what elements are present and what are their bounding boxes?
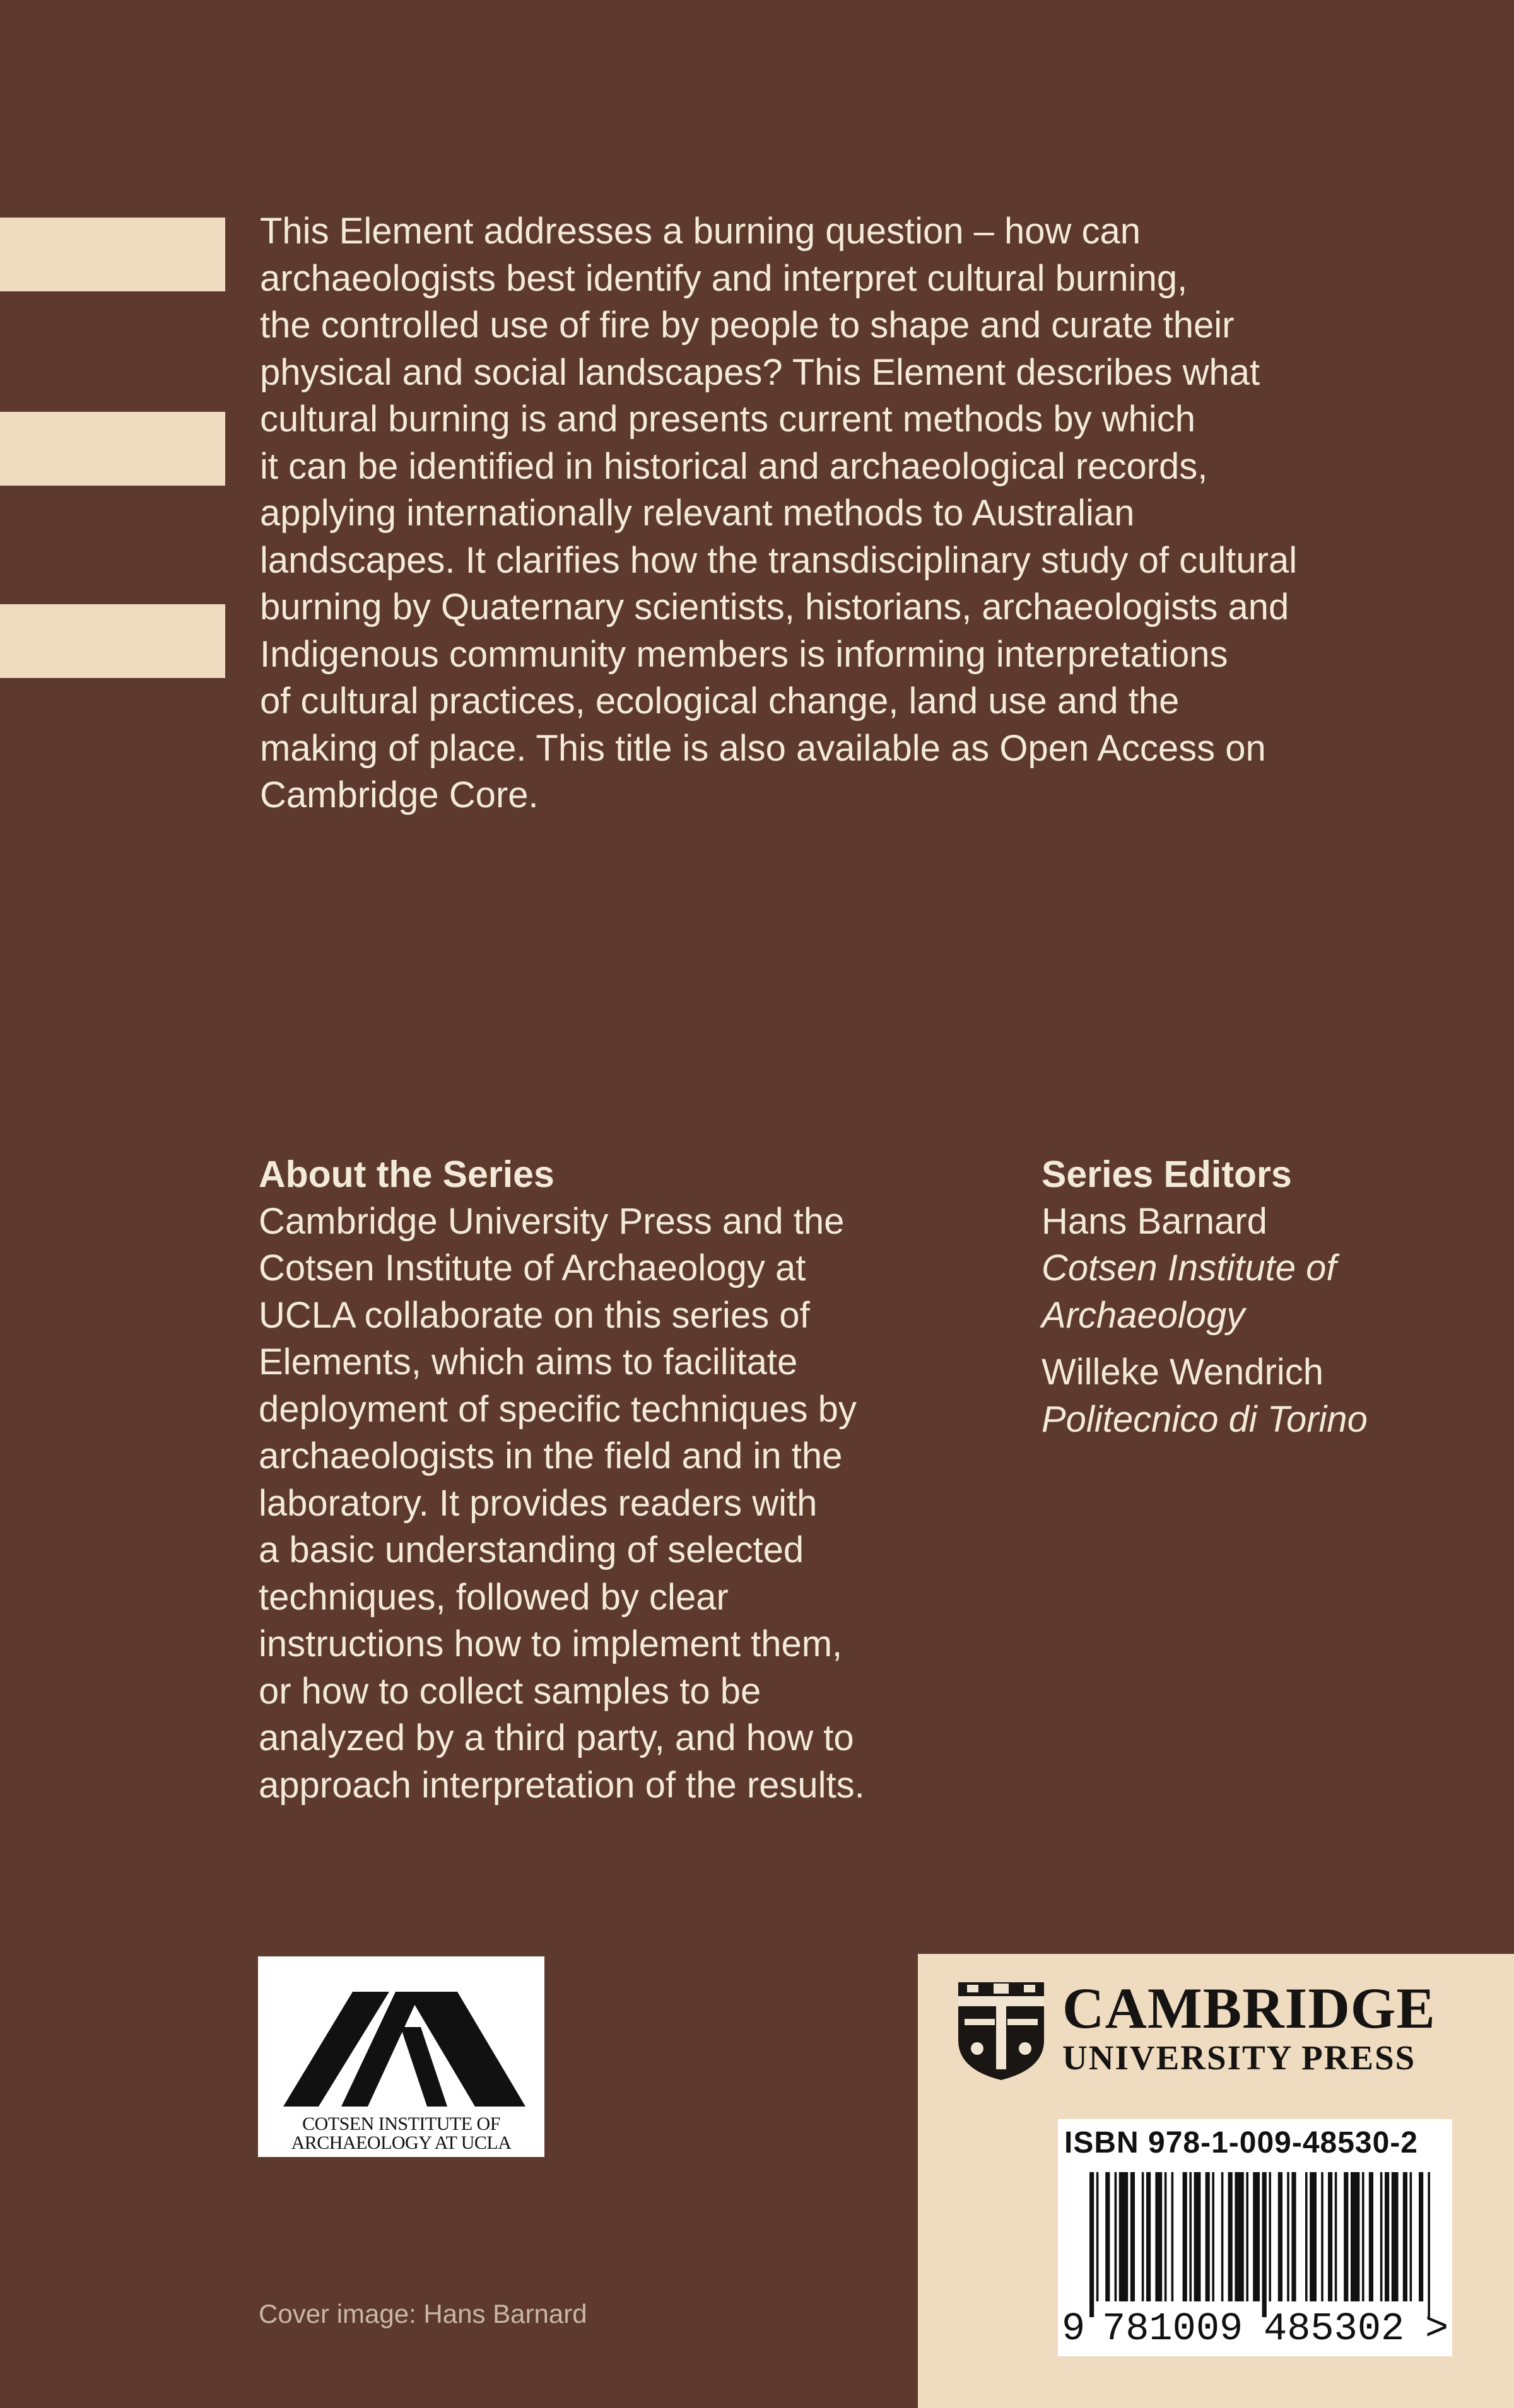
isbn-end-mark: >	[1425, 2306, 1449, 2351]
about-line: archaeologists in the field and in the	[259, 1435, 843, 1476]
barcode-bar	[1119, 2172, 1128, 2301]
description-line: applying internationally relevant methods to Australian	[260, 493, 1135, 534]
cover-image-credit: Cover image: Hans Barnard	[259, 2299, 587, 2329]
description-line: burning by Quaternary scientists, historians, archaeologists and	[260, 587, 1289, 628]
barcode-bar	[1253, 2172, 1260, 2301]
publisher-name	[1062, 1978, 1436, 2078]
editor-institution: Politecnico di Torino	[1042, 1398, 1368, 1440]
publisher-panel	[918, 1954, 1514, 2408]
barcode-bar	[1428, 2172, 1430, 2317]
barcode-bar	[1344, 2172, 1348, 2301]
barcode-bar	[1269, 2172, 1271, 2301]
description-line: This Element addresses a burning question – how can	[260, 211, 1141, 252]
isbn-digit-group-right: 485302	[1264, 2306, 1405, 2351]
about-line: analyzed by a third party, and how to	[259, 1717, 854, 1758]
barcode-bar	[1321, 2172, 1323, 2301]
barcode-bar	[1171, 2172, 1174, 2301]
barcode-bar	[1089, 2172, 1094, 2317]
barcode-bar	[1369, 2172, 1373, 2301]
publisher-name-line1: CAMBRIDGE	[1062, 1976, 1436, 2040]
editor-entry	[1042, 1349, 1483, 1443]
barcode-bars	[1089, 2172, 1430, 2317]
about-line: Cambridge University Press and the	[259, 1200, 845, 1242]
barcode-bar	[1246, 2172, 1248, 2301]
barcode-bar	[1278, 2172, 1282, 2301]
about-line: techniques, followed by clear	[259, 1576, 729, 1618]
description-line: physical and social landscapes? This Element describes what	[260, 351, 1260, 393]
barcode-bar	[1105, 2172, 1110, 2301]
about-the-series	[259, 1151, 978, 1809]
about-line: Elements, which aims to facilitate	[259, 1341, 798, 1382]
editor-entry	[1042, 1198, 1483, 1340]
barcode-bar	[1130, 2172, 1135, 2301]
barcode-bar	[1362, 2172, 1364, 2301]
description-line: cultural burning is and presents current methods by which	[260, 399, 1195, 440]
decorative-stripe-top	[0, 218, 225, 291]
barcode-bar	[1142, 2172, 1144, 2301]
isbn-label: ISBN 978-1-009-48530-2	[1064, 2126, 1418, 2160]
about-line: Cotsen Institute of Archaeology at	[259, 1248, 806, 1289]
barcode-bar	[1096, 2172, 1099, 2301]
barcode-bar	[1228, 2172, 1233, 2301]
series-editors	[1042, 1151, 1483, 1443]
isbn-digit-group-left: 781009	[1102, 2306, 1243, 2351]
barcode-bar	[1206, 2172, 1210, 2301]
description-line: Cambridge Core.	[260, 774, 539, 815]
barcode-bar	[1410, 2172, 1412, 2301]
barcode-bar	[1221, 2172, 1224, 2301]
barcode-bar	[1115, 2172, 1117, 2301]
about-heading: About the Series	[259, 1154, 555, 1195]
isbn-first-digit: 9	[1062, 2306, 1086, 2351]
barcode-bar	[1335, 2172, 1337, 2301]
barcode-bar	[1419, 2172, 1423, 2301]
barcode-bar	[1212, 2172, 1214, 2301]
barcode-bar	[1183, 2172, 1187, 2301]
barcode-bar	[1351, 2172, 1359, 2301]
description-line: landscapes. It clarifies how the transdisciplinary study of cultural	[260, 539, 1298, 581]
about-line: approach interpretation of the results.	[259, 1764, 865, 1806]
editor-institution: Cotsen Institute of	[1042, 1248, 1337, 1289]
description-line: of cultural practices, ecological change, land use and the	[260, 681, 1180, 722]
editor-institution: Archaeology	[1042, 1294, 1245, 1336]
description-line: making of place. This title is also available as Open Access on	[260, 727, 1266, 769]
barcode-bar	[1403, 2172, 1407, 2301]
publisher-name-line2: UNIVERSITY PRESS	[1062, 2038, 1416, 2077]
cotsen-logo-line: COTSEN INSTITUTE OF	[302, 2113, 500, 2134]
barcode-bar	[1155, 2172, 1162, 2301]
editors-heading: Series Editors	[1042, 1154, 1292, 1195]
decorative-stripe-middle	[0, 412, 225, 486]
description-line: archaeologists best identify and interpret cultural burning,	[260, 257, 1188, 299]
editor-name: Willeke Wendrich	[1042, 1352, 1323, 1393]
barcode-bar	[1380, 2172, 1383, 2301]
about-line: a basic understanding of selected	[259, 1529, 804, 1570]
barcode-bar	[1189, 2172, 1192, 2301]
barcode-bar	[1194, 2172, 1201, 2301]
about-line: laboratory. It provides readers with	[259, 1482, 818, 1524]
cotsen-logo-line: ARCHAEOLOGY AT UCLA	[291, 2132, 512, 2153]
cotsen-institute-logo	[258, 1956, 544, 2157]
about-line: UCLA collaborate on this series of	[259, 1294, 810, 1336]
editor-name: Hans Barnard	[1042, 1200, 1267, 1242]
isbn-barcode	[1058, 2119, 1452, 2356]
about-line: or how to collect samples to be	[259, 1670, 761, 1712]
barcode-bar	[1305, 2172, 1308, 2301]
cambridge-crest-icon	[958, 1982, 1044, 2080]
about-text	[259, 1198, 978, 1809]
book-description	[260, 208, 1446, 819]
barcode-bar	[1328, 2172, 1332, 2301]
about-line: instructions how to implement them,	[259, 1623, 843, 1664]
barcode-bar	[1392, 2172, 1399, 2301]
about-line: deployment of specific techniques by	[259, 1388, 857, 1430]
barcode-bar	[1287, 2172, 1289, 2301]
description-line: the controlled use of fire by people to shape and curate their	[260, 305, 1235, 346]
barcode-bar	[1146, 2172, 1151, 2301]
barcode-bar	[1165, 2172, 1167, 2301]
decorative-stripe-bottom	[0, 604, 225, 678]
barcode-bar	[1235, 2172, 1243, 2301]
barcode-bar	[1310, 2172, 1317, 2301]
barcode-bar	[1262, 2172, 1267, 2317]
barcode-bar	[1385, 2172, 1389, 2301]
description-line: Indigenous community members is informing interpretations	[260, 633, 1228, 675]
description-line: it can be identified in historical and archaeological records,	[260, 445, 1208, 487]
barcode-bar	[1291, 2172, 1296, 2301]
